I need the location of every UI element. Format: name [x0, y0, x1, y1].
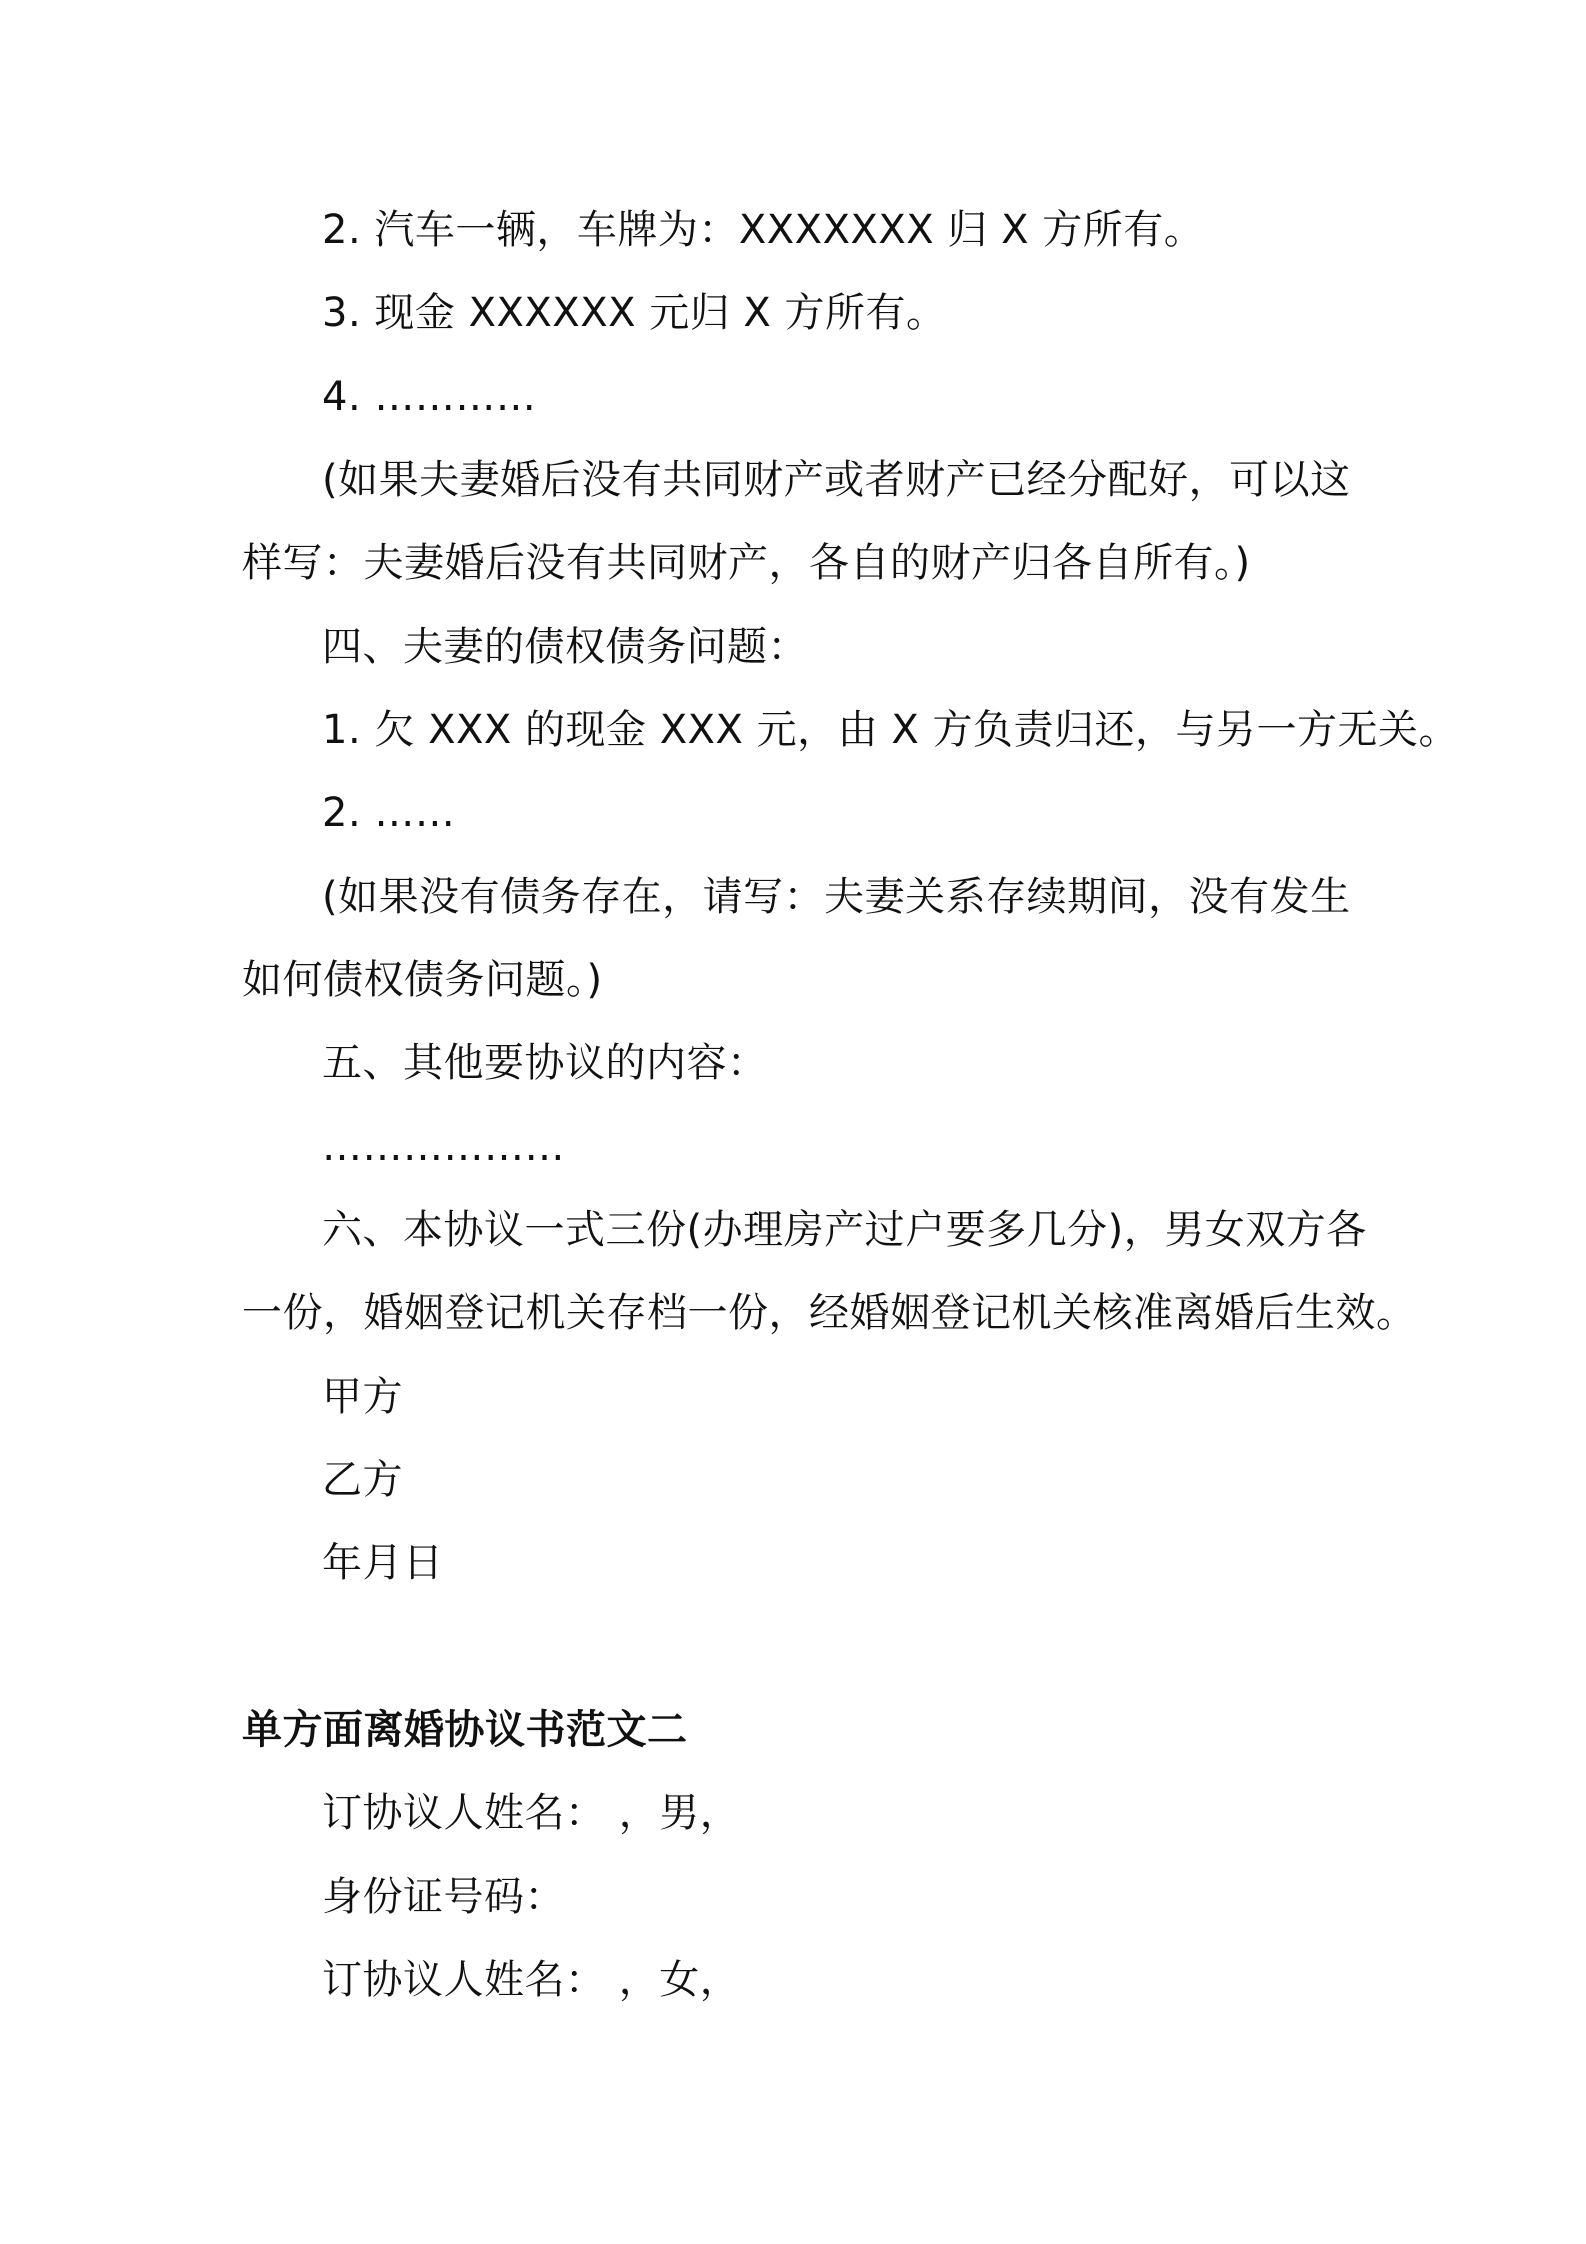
signature-party-b: 乙方 — [322, 1457, 403, 1503]
section-other-heading: 五、其他要协议的内容： — [322, 1040, 768, 1086]
item-car: 2. 汽车一辆，车牌为：XXXXXXX 归 X 方所有。 — [322, 207, 1205, 253]
note-debt-line1: (如果没有债务存在，请写：夫妻关系存续期间，没有发生 — [322, 874, 1351, 920]
section-debts-heading: 四、夫妻的债权债务问题： — [322, 624, 808, 670]
item-debt-2: 2. …… — [322, 790, 456, 836]
note-property-line2: 样写：夫妻婚后没有共同财产，各自的财产归各自所有。) — [242, 540, 1251, 586]
signature-date: 年月日 — [322, 1540, 444, 1586]
section-other-content: ……………… — [322, 1124, 565, 1170]
section-copies-line2: 一份，婚姻登记机关存档一份，经婚姻登记机关核准离婚后生效。 — [242, 1290, 1417, 1336]
party-female-name: 订协议人姓名： ，女， — [322, 1957, 741, 2003]
sample-two-title: 单方面离婚协议书范文二 — [242, 1707, 688, 1753]
party-id-number: 身份证号码： — [322, 1874, 565, 1920]
item-debt-1: 1. 欠 XXX 的现金 XXX 元，由 X 方负责归还，与另一方无关。 — [322, 707, 1459, 753]
signature-party-a: 甲方 — [322, 1374, 403, 1420]
note-debt-line2: 如何债权债务问题。) — [242, 957, 603, 1003]
item-more: 4. ………… — [322, 374, 537, 420]
section-copies-line1: 六、本协议一式三份(办理房产过户要多几分)，男女双方各 — [322, 1207, 1367, 1253]
party-male-name: 订协议人姓名： ，男， — [322, 1790, 741, 1836]
note-property-line1: (如果夫妻婚后没有共同财产或者财产已经分配好，可以这 — [322, 457, 1351, 503]
item-cash: 3. 现金 XXXXXX 元归 X 方所有。 — [322, 290, 947, 336]
